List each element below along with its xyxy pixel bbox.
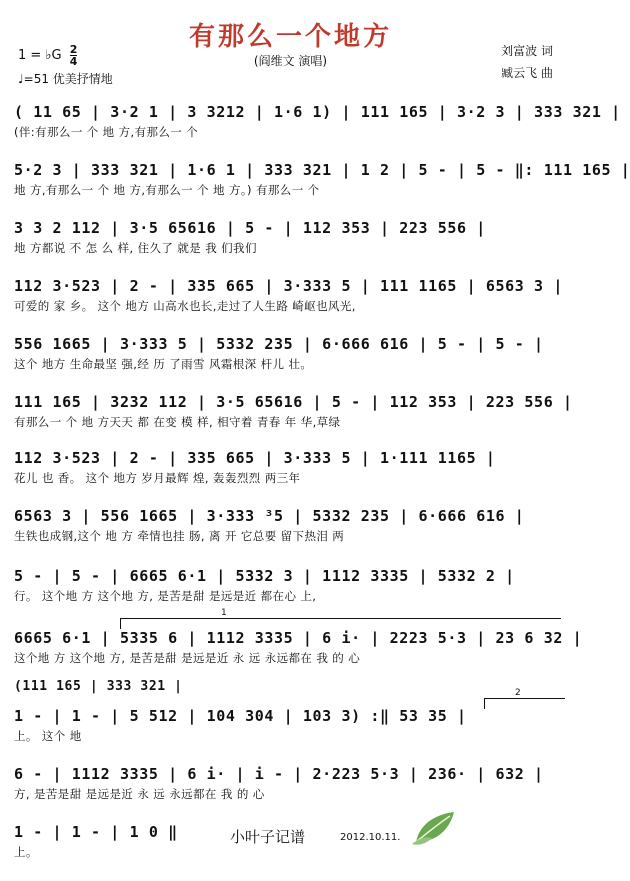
lyric-line: 可爱的 家 乡。 这个 地方 山高水也长,走过了人生路 崎岖也风光, [14, 299, 356, 313]
key-label: 1 = ♭G [18, 48, 62, 63]
transcriber-signature: 小叶子记谱 [230, 828, 306, 846]
lyric-line: 行。 这个地 方 这个地 方, 是苦是甜 是远是近 都在心 上, [14, 589, 317, 603]
notation-line: 1 - | 1 - | 5 512 | 104 304 | 103 3) :‖ 53 35 | [14, 707, 467, 725]
volta-second-label: 2 [515, 688, 521, 698]
lyric-line: 地 方,有那么一 个 地 方,有那么一 个 地 方。) 有那么一 个 [14, 183, 320, 197]
time-top: 2 [69, 43, 78, 56]
notation-line: 6 - | 1112 3335 | 6 i· | i - | 2·223 5·3 | 236· | 632 | [14, 765, 544, 783]
lyric-line: 这个 地方 生命最坚 强,经 历 了雨雪 风霜根深 杆儿 壮。 [14, 357, 313, 371]
lyric-line: 上。 这个 地 [14, 729, 82, 743]
key-signature [18, 44, 77, 67]
lyric-line: 上。 [14, 845, 38, 859]
staff-system-8 [14, 504, 567, 544]
lyric-line: 花儿 也 香。 这个 地方 岁月最辉 煌, 轰轰烈烈 两三年 [14, 471, 301, 485]
lyricist-credit: 刘富波 词 [501, 44, 553, 58]
time-bottom: 4 [69, 55, 78, 68]
staff-system-1 [14, 100, 621, 140]
staff-system-interlude [14, 678, 567, 696]
notation-line: 112 3·523 | 2 - | 335 665 | 3·333 5 | 1·111 1165 | [14, 449, 496, 467]
performer-credit: (阎维文 演唱) [253, 54, 328, 68]
lyric-line: 方, 是苦是甜 是远是近 永 远 永远都在 我 的 心 [14, 787, 265, 801]
lyric-line: 这个地 方 这个地 方, 是苦是甜 是远是近 永 远 永远都在 我 的 心 [14, 651, 361, 665]
staff-system-10 [14, 626, 583, 666]
notation-line: ( 11 65 | 3·2 1 | 3 3212 | 1·6 1) | 111 165 | 3·2 3 | 333 321 | [14, 103, 621, 121]
staff-system-7 [14, 446, 567, 486]
staff-system-13 [14, 820, 214, 860]
staff-system-5 [14, 332, 567, 372]
notation-line: 6563 3 | 556 1665 | 3·333 ³5 | 5332 235 | 6·666 616 | [14, 507, 525, 525]
staff-system-12 [14, 762, 567, 802]
staff-system-2 [14, 158, 630, 198]
lyric-line: 生铁也成钢,这个 地 方 牵情也挂 肠, 离 开 它总要 留下热泪 两 [14, 529, 345, 543]
notation-line: (111 165 | 333 321 | [14, 679, 183, 694]
notation-line: 6665 6·1 | 5335 6 | 1112 3335 | 6 i· | 2223 5·3 | 23 6 32 | [14, 629, 583, 647]
transcription-date: 2012.10.11. [340, 832, 401, 843]
notation-line: 5·2 3 | 333 321 | 1·6 1 | 333 321 | 1 2 | 5 - | 5 - ‖: 111 165 | [14, 161, 630, 179]
lyric-line: 有那么一 个 地 方天天 都 在变 模 样, 相守着 青春 年 华,草绿 [14, 415, 341, 429]
staff-system-9 [14, 564, 567, 604]
staff-system-3 [14, 216, 567, 256]
staff-system-4 [14, 274, 567, 314]
leaf-icon [410, 808, 458, 848]
staff-system-11 [14, 704, 567, 744]
notation-line: 1 - | 1 - | 1 0 ‖ [14, 823, 178, 841]
notation-line: 5 - | 5 - | 6665 6·1 | 5332 3 | 1112 3335 | 5332 2 | [14, 567, 515, 585]
tempo-marking: ♩=51 优美抒情地 [18, 72, 113, 86]
song-title: 有那么一个地方 [188, 22, 392, 52]
notation-line: 556 1665 | 3·333 5 | 5332 235 | 6·666 616 | 5 - | 5 - | [14, 335, 544, 353]
notation-line: 111 165 | 3232 112 | 3·5 65616 | 5 - | 112 353 | 223 556 | [14, 393, 573, 411]
volta-first-label: 1 [221, 608, 227, 618]
composer-credit: 臧云飞 曲 [501, 66, 553, 80]
notation-line: 3 3 2 112 | 3·5 65616 | 5 - | 112 353 | 223 556 | [14, 219, 486, 237]
time-signature [70, 44, 78, 67]
lyric-line: (伴:有那么一 个 地 方,有那么一 个 [14, 125, 199, 139]
notation-line: 112 3·523 | 2 - | 335 665 | 3·333 5 | 111 1165 | 6563 3 | [14, 277, 563, 295]
staff-system-6 [14, 390, 573, 430]
lyric-line: 地 方都说 不 怎 么 样, 住久了 就是 我 们我们 [14, 241, 257, 255]
